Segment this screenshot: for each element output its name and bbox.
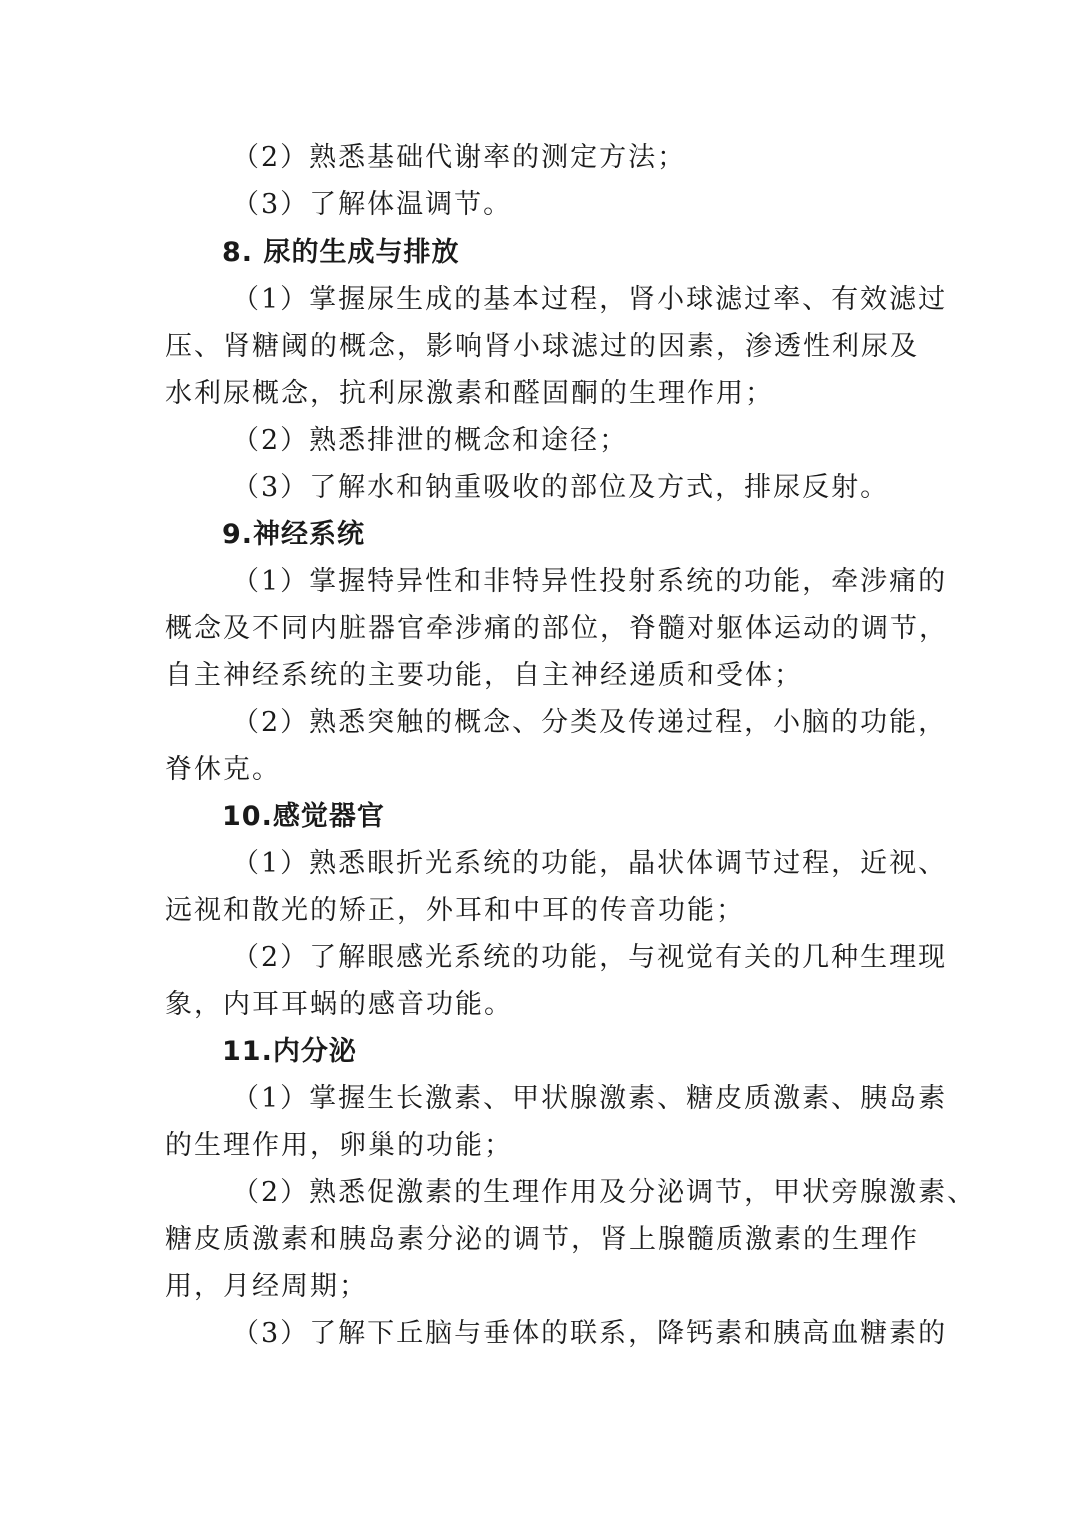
text-line: （3）了解体温调节。	[232, 189, 513, 220]
section-heading: 10.感觉器官	[222, 801, 385, 832]
text-line: （2）了解眼感光系统的功能，与视觉有关的几种生理现	[232, 942, 948, 973]
text-line: （2）熟悉突触的概念、分类及传递过程，小脑的功能，	[232, 707, 948, 738]
text-line: 压、肾糖阈的概念，影响肾小球滤过的因素，渗透性利尿及	[165, 331, 919, 362]
text-line: 的生理作用，卵巢的功能；	[165, 1130, 513, 1161]
text-line: 用，月经周期；	[165, 1271, 368, 1302]
text-line: （2）熟悉促激素的生理作用及分泌调节，甲状旁腺激素、	[232, 1177, 977, 1208]
text-line: （1）掌握尿生成的基本过程，肾小球滤过率、有效滤过	[232, 284, 948, 315]
text-line: （1）掌握生长激素、甲状腺激素、糖皮质激素、胰岛素	[232, 1083, 948, 1114]
text-line: 概念及不同内脏器官牵涉痛的部位，脊髓对躯体运动的调节，	[165, 613, 948, 644]
section-heading: 9.神经系统	[222, 519, 366, 550]
text-line: 水利尿概念，抗利尿激素和醛固酮的生理作用；	[165, 378, 774, 409]
text-line: （3）了解水和钠重吸收的部位及方式，排尿反射。	[232, 472, 890, 503]
text-line: 象，内耳耳蜗的感音功能。	[165, 989, 513, 1020]
text-line: （2）熟悉基础代谢率的测定方法；	[232, 142, 687, 173]
text-line: （1）掌握特异性和非特异性投射系统的功能，牵涉痛的	[232, 566, 948, 597]
section-heading: 11.内分泌	[222, 1036, 357, 1067]
text-line: 脊休克。	[165, 754, 281, 785]
section-heading: 8. 尿的生成与排放	[222, 237, 460, 268]
text-line: （3）了解下丘脑与垂体的联系，降钙素和胰高血糖素的	[232, 1318, 948, 1349]
text-line: （2）熟悉排泄的概念和途径；	[232, 425, 629, 456]
text-line: 糖皮质激素和胰岛素分泌的调节，肾上腺髓质激素的生理作	[165, 1224, 919, 1255]
text-line: （1）熟悉眼折光系统的功能，晶状体调节过程，近视、	[232, 848, 948, 879]
text-line: 远视和散光的矫正，外耳和中耳的传音功能；	[165, 895, 745, 926]
text-line: 自主神经系统的主要功能，自主神经递质和受体；	[165, 660, 803, 691]
